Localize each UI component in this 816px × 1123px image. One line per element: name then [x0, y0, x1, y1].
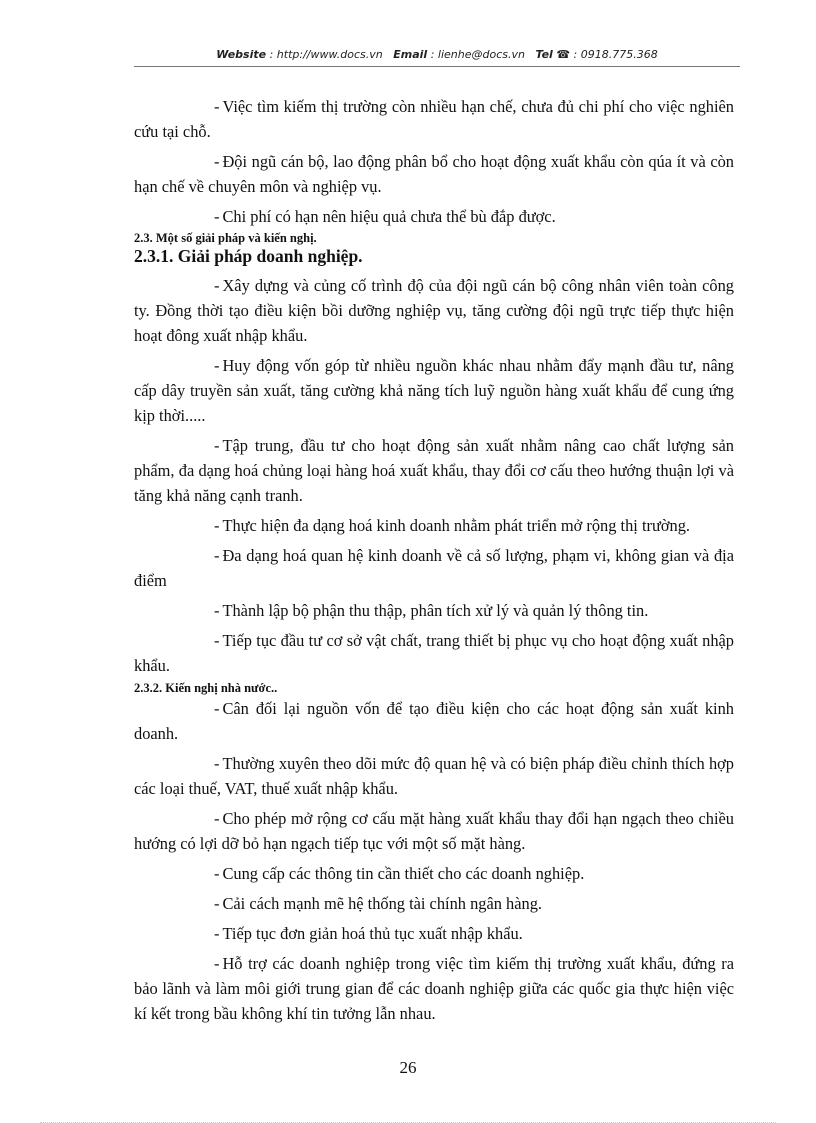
bullet-dash: -	[214, 699, 220, 718]
bullet-dash: -	[214, 516, 220, 535]
paragraph: - Đội ngũ cán bộ, lao động phân bổ cho hoạt động xuất khẩu còn qúa ít và còn hạn chế về chuyên môn và nghiệp vụ.	[134, 149, 734, 199]
paragraph: - Cải cách mạnh mẽ hệ thống tài chính ngân hàng.	[134, 891, 734, 916]
section-heading-2-3-1: 2.3.1. Giải pháp doanh nghiệp.	[134, 246, 363, 266]
page-number: 26	[399, 1058, 417, 1077]
bullet-dash: -	[214, 546, 220, 565]
bullet-dash: -	[214, 356, 220, 375]
state-recommendation-paragraphs	[134, 696, 734, 1026]
phone-icon: ☎	[556, 48, 571, 61]
bullet-dash: -	[214, 97, 220, 116]
website-label: Website	[216, 48, 267, 61]
bullet-dash: -	[214, 754, 220, 773]
section-heading-2-3: 2.3. Một số giải pháp và kiến nghị.	[134, 231, 317, 245]
header-divider	[134, 66, 740, 67]
paragraph: - Huy động vốn góp từ nhiều nguồn khác nhau nhằm đẩy mạnh đầu tư, nâng cấp dây truyền sản xuất, tăng cường khả năng tích luỹ nguồn hàng xuất khẩu để cung ứng kịp thời.....	[134, 353, 734, 428]
paragraph: - Tiếp tục đầu tư cơ sở vật chất, trang thiết bị phục vụ cho hoạt động xuất nhập khẩu.	[134, 628, 734, 678]
paragraph: - Xây dựng và củng cố trình độ của đội ngũ cán bộ công nhân viên toàn công ty. Đồng thời tạo điều kiện bồi dưỡng nghiệp vụ, tăng cường đội ngũ trực tiếp thực hiện hoạt đông xuất nhập khẩu.	[134, 273, 734, 348]
email-address[interactable]: : lienhe@docs.vn	[430, 48, 525, 61]
website-url[interactable]: : http://www.docs.vn	[269, 48, 383, 61]
bullet-dash: -	[214, 894, 220, 913]
bullet-dash: -	[214, 954, 220, 973]
paragraph: - Tiếp tục đơn giản hoá thủ tục xuất nhập khẩu.	[134, 921, 734, 946]
tel-label: Tel	[535, 48, 553, 61]
bullet-dash: -	[214, 924, 220, 943]
paragraph: - Việc tìm kiếm thị trường còn nhiều hạn chế, chưa đủ chi phí cho việc nghiên cứu tại chỗ.	[134, 94, 734, 144]
bullet-dash: -	[214, 601, 220, 620]
bullet-dash: -	[214, 436, 220, 455]
paragraph: - Thường xuyên theo dõi mức độ quan hệ và có biện pháp điều chỉnh thích hợp các loại thuế, VAT, thuế xuất nhập khẩu.	[134, 751, 734, 801]
paragraph: - Thành lập bộ phận thu thập, phân tích xử lý và quản lý thông tin.	[134, 598, 734, 623]
paragraph: - Cung cấp các thông tin cần thiết cho các doanh nghiệp.	[134, 861, 734, 886]
paragraph: - Thực hiện đa dạng hoá kinh doanh nhằm phát triển mở rộng thị trường.	[134, 513, 734, 538]
weakness-paragraphs	[134, 94, 734, 229]
bullet-dash: -	[214, 809, 220, 828]
paragraph: - Đa dạng hoá quan hệ kinh doanh về cả số lượng, phạm vi, không gian và địa điểm	[134, 543, 734, 593]
paragraph: - Hỗ trợ các doanh nghiệp trong việc tìm kiếm thị trường xuất khẩu, đứng ra bảo lãnh và làm môi giới trung gian để các doanh nghiệp giữa các quốc gia thực hiện việc kí kết trong bầu không khí tin tưởng lẫn nhau.	[134, 951, 734, 1026]
tel-number: : 0918.775.368	[573, 48, 658, 61]
bullet-dash: -	[214, 631, 220, 650]
bullet-dash: -	[214, 276, 220, 295]
paragraph: - Tập trung, đầu tư cho hoạt động sản xuất nhằm nâng cao chất lượng sản phẩm, đa dạng hoá chủng loại hàng hoá xuất khẩu, thay đổi cơ cấu theo hướng thuận lợi và tăng khả năng cạnh tranh.	[134, 433, 734, 508]
section-heading-2-3-2: 2.3.2. Kiến nghị nhà nước..	[134, 681, 278, 695]
enterprise-solution-paragraphs	[134, 273, 734, 678]
page-header	[134, 48, 740, 61]
bullet-dash: -	[214, 864, 220, 883]
bullet-dash: -	[214, 207, 220, 226]
paragraph: - Chi phí có hạn nên hiệu quả chưa thể bù đắp được.	[134, 204, 734, 229]
paragraph: - Cân đối lại nguồn vốn để tạo điều kiện cho các hoạt động sản xuất kinh doanh.	[134, 696, 734, 746]
bullet-dash: -	[214, 152, 220, 171]
document-body	[134, 94, 734, 1031]
paragraph: - Cho phép mở rộng cơ cấu mặt hàng xuất khẩu thay đổi hạn ngạch theo chiều hướng có lợi dỡ bỏ hạn ngạch tiếp tục với một số mặt hàng.	[134, 806, 734, 856]
email-label: Email	[393, 48, 428, 61]
